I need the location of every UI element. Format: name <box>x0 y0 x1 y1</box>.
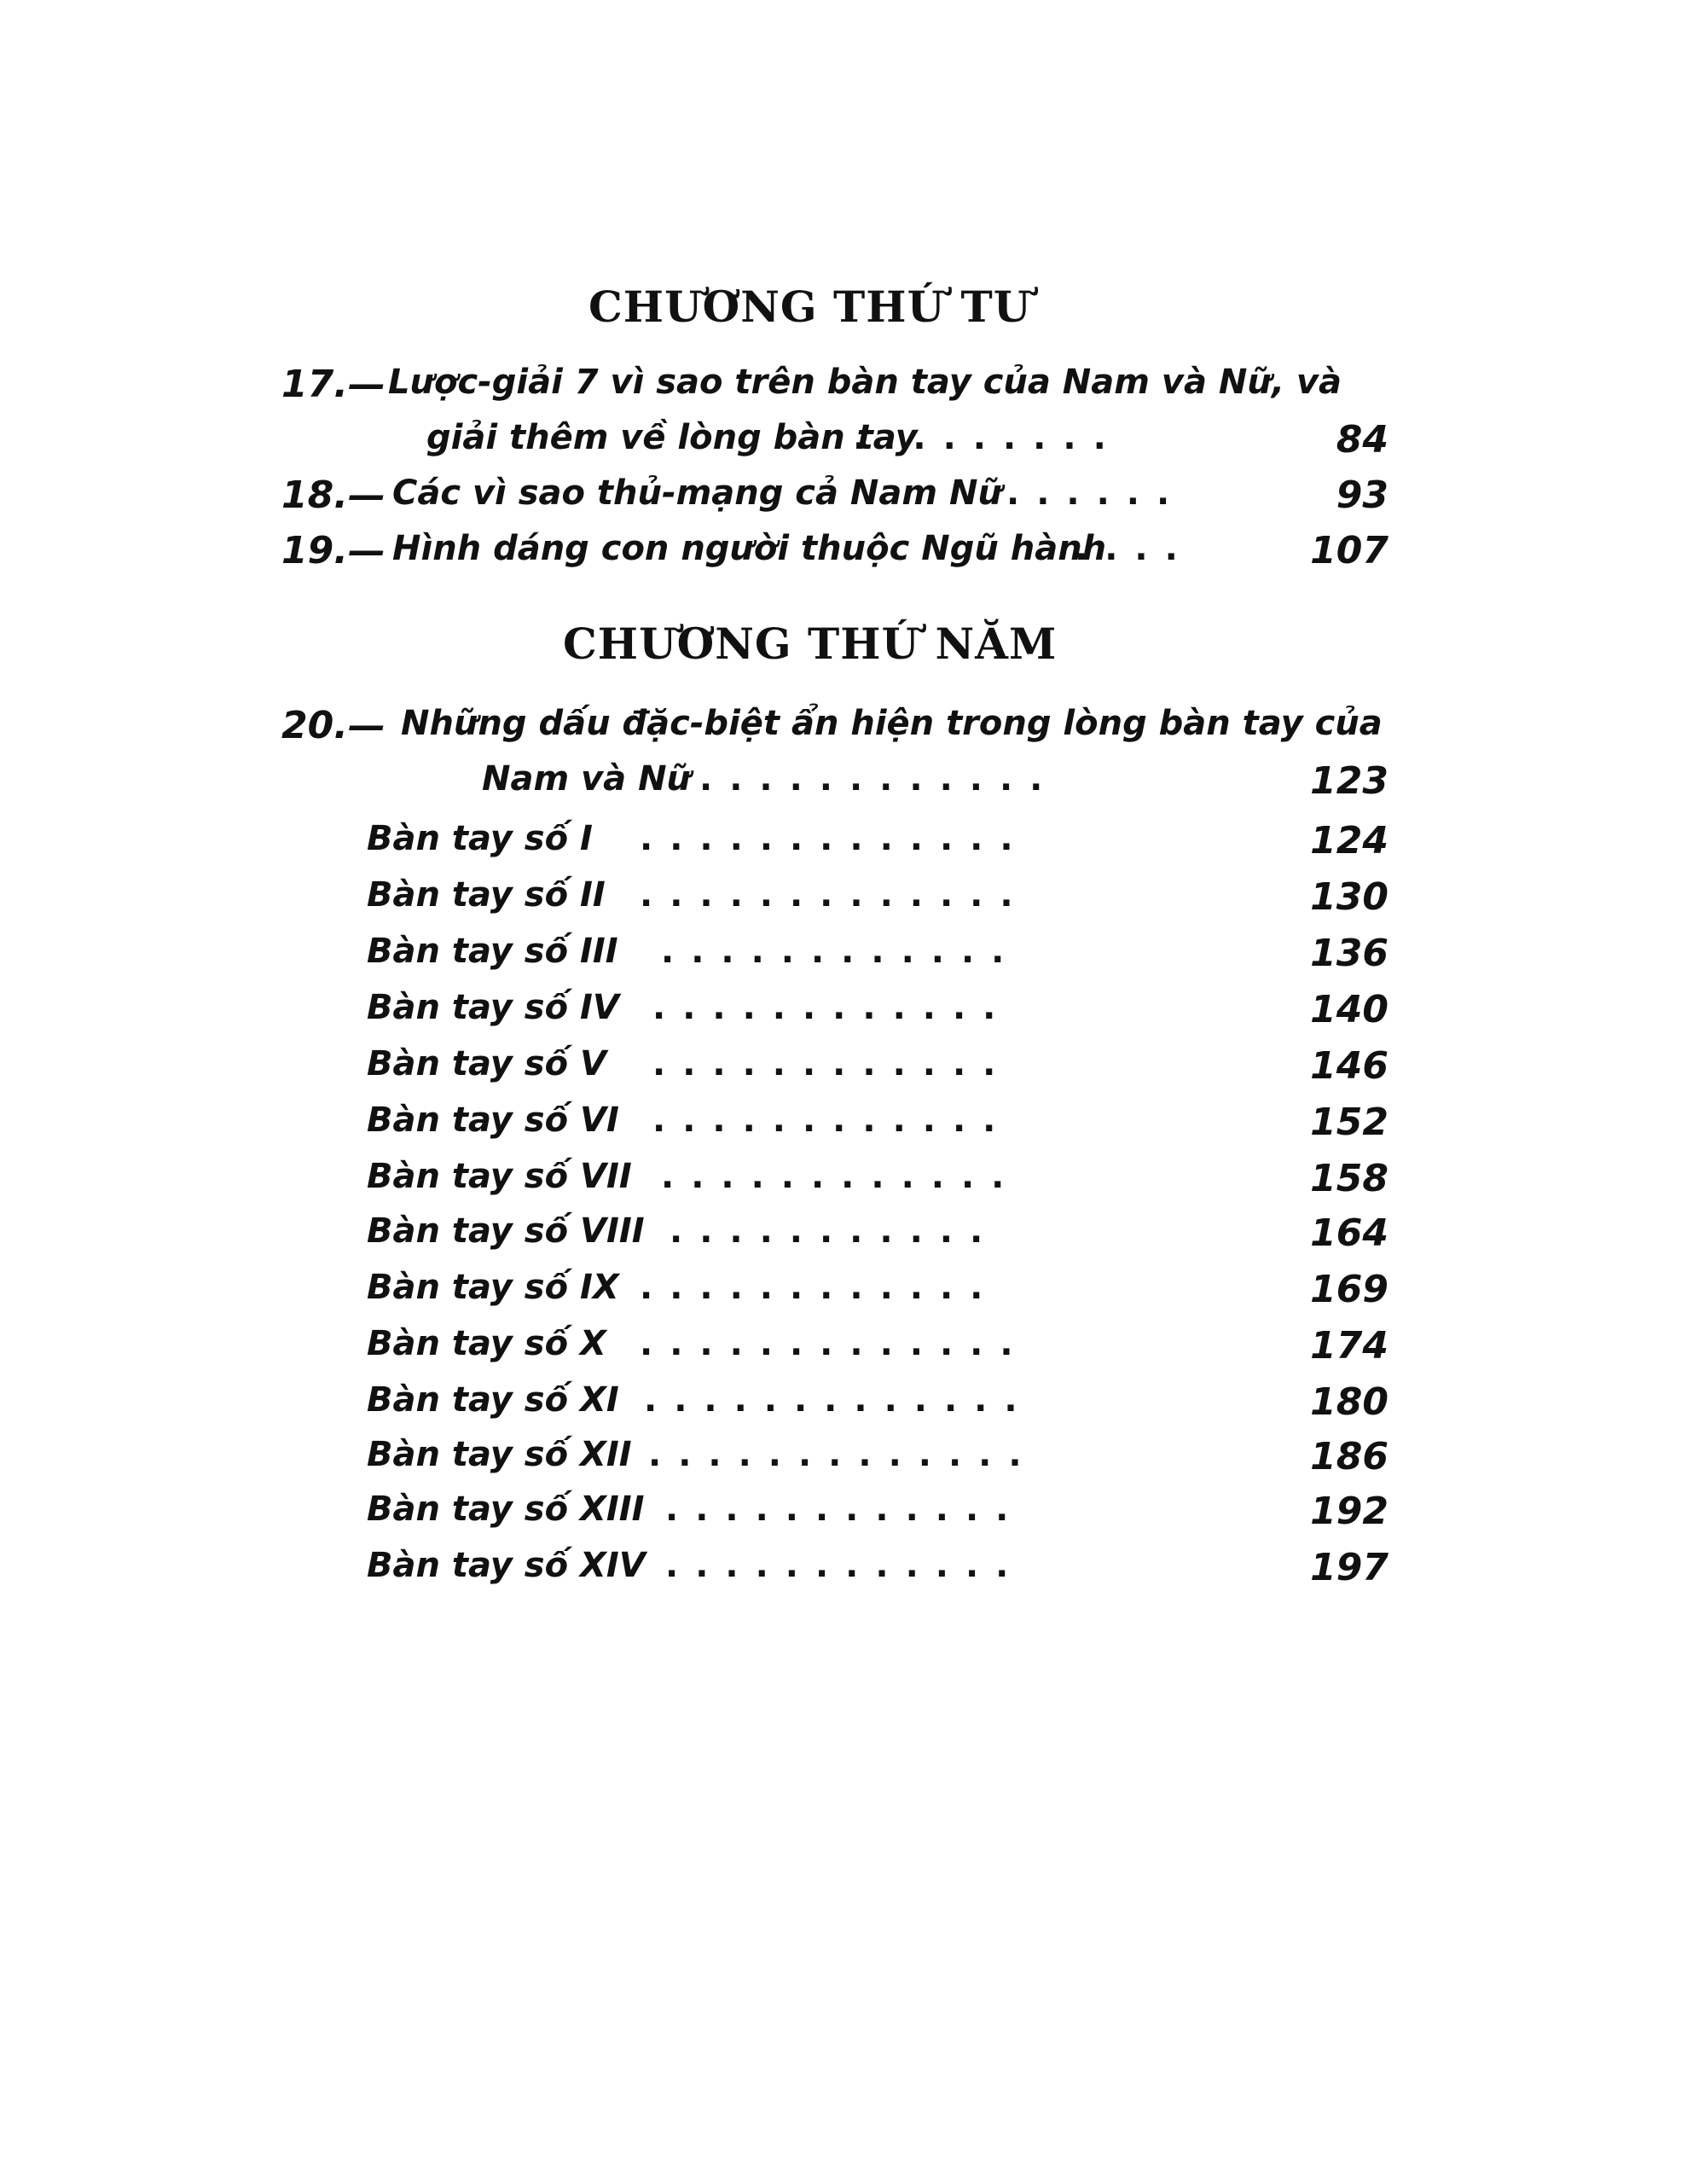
hand-label: Bàn tay số VIII <box>367 1211 645 1251</box>
dot-leader: ............ <box>661 932 1022 971</box>
page-number: 140 <box>1310 988 1388 1031</box>
page-number: 146 <box>1310 1044 1388 1088</box>
dot-leader: ............ <box>640 1268 1000 1307</box>
toc-entry-17 <box>0 363 1687 414</box>
dot-leader: ............ <box>652 1101 1013 1140</box>
entry-title: Các vì sao thủ-mạng cả Nam Nữ <box>392 473 1002 513</box>
entry-number: 19.— <box>281 529 386 572</box>
page-number: 107 <box>1310 529 1388 572</box>
hand-label: Bàn tay số VI <box>367 1101 619 1140</box>
toc-hand-entry <box>0 819 1687 870</box>
hand-label: Bàn tay số XIII <box>367 1490 645 1529</box>
entry-number: 17.— <box>281 363 386 406</box>
toc-hand-entry <box>0 1490 1687 1541</box>
hand-label: Bàn tay số I <box>367 819 593 858</box>
dot-leader: ............ <box>652 1044 1013 1083</box>
hand-label: Bàn tay số IV <box>367 988 619 1027</box>
dot-leader: ............ <box>665 1490 1026 1529</box>
toc-hand-entry <box>0 1211 1687 1263</box>
entry-title: Hình dáng con người thuộc Ngũ hành <box>392 529 1107 568</box>
toc-hand-entry <box>0 1101 1687 1152</box>
hand-label: Bàn tay số VII <box>367 1157 632 1196</box>
page-number: 174 <box>1310 1324 1388 1368</box>
dot-leader: ............ <box>665 1546 1026 1585</box>
page-number: 197 <box>1310 1546 1388 1589</box>
hand-label: Bàn tay số V <box>367 1044 606 1083</box>
toc-entry-20 <box>0 704 1687 755</box>
toc-hand-entry <box>0 988 1687 1039</box>
hand-label: Bàn tay số X <box>367 1324 606 1363</box>
page-number: 84 <box>1336 418 1388 462</box>
dot-leader: ............ <box>699 759 1060 799</box>
entry-title-line-1: Những dấu đặc-biệt ẩn hiện trong lòng bàn tay của <box>401 704 1383 743</box>
dot-leader: ...... <box>1006 473 1187 513</box>
hand-label: Bàn tay số III <box>367 932 618 971</box>
entry-number: 20.— <box>281 704 386 747</box>
dot-leader: ............. <box>644 1380 1035 1420</box>
toc-entry-20-continuation <box>0 759 1687 810</box>
hand-label: Bàn tay số XII <box>367 1435 632 1474</box>
toc-hand-entry <box>0 1546 1687 1597</box>
hand-label: Bàn tay số IX <box>367 1268 619 1307</box>
dot-leader: ............. <box>648 1435 1039 1474</box>
page-number: 186 <box>1310 1435 1388 1478</box>
hand-label: Bàn tay số XIV <box>367 1546 646 1585</box>
toc-entry-18 <box>0 473 1687 525</box>
page-number: 130 <box>1310 875 1388 919</box>
entry-title-line-1: Lược-giải 7 vì sao trên bàn tay của Nam và Nữ, và <box>388 363 1342 402</box>
page-number: 192 <box>1310 1490 1388 1533</box>
chapter-heading-4: CHƯƠNG THỨ TƯ <box>588 282 1032 332</box>
chapter-heading-5: CHƯƠNG THỨ NĂM <box>563 619 1058 669</box>
entry-number: 18.— <box>281 473 386 517</box>
dot-leader: .... <box>1075 529 1195 568</box>
toc-hand-entry <box>0 1324 1687 1375</box>
page-number: 136 <box>1310 932 1388 975</box>
dot-leader: ............. <box>640 1324 1030 1363</box>
toc-hand-entry <box>0 875 1687 926</box>
entry-title-line-2: Nam và Nữ <box>482 759 692 799</box>
hand-label: Bàn tay số II <box>367 875 606 915</box>
dot-leader: ......... <box>853 418 1123 457</box>
toc-hand-entry <box>0 932 1687 983</box>
toc-entry-17-continuation <box>0 418 1687 469</box>
toc-hand-entry <box>0 1268 1687 1319</box>
dot-leader: ........... <box>670 1211 1000 1251</box>
toc-hand-entry <box>0 1435 1687 1486</box>
toc-hand-entry <box>0 1044 1687 1095</box>
page-number: 169 <box>1310 1268 1388 1311</box>
page-number: 124 <box>1310 819 1388 863</box>
page-number: 93 <box>1336 473 1388 517</box>
dot-leader: ............ <box>652 988 1013 1027</box>
page-number: 180 <box>1310 1380 1388 1424</box>
toc-entry-19 <box>0 529 1687 580</box>
page-number: 164 <box>1310 1211 1388 1255</box>
page-number: 152 <box>1310 1101 1388 1144</box>
page-number: 158 <box>1310 1157 1388 1200</box>
toc-hand-entry <box>0 1157 1687 1208</box>
dot-leader: ............ <box>661 1157 1022 1196</box>
dot-leader: ............. <box>640 819 1030 858</box>
entry-title-line-2: giải thêm về lòng bàn tay <box>426 418 918 457</box>
hand-label: Bàn tay số XI <box>367 1380 619 1420</box>
toc-hand-entry <box>0 1380 1687 1432</box>
page-number: 123 <box>1310 759 1388 803</box>
dot-leader: ............. <box>640 875 1030 915</box>
